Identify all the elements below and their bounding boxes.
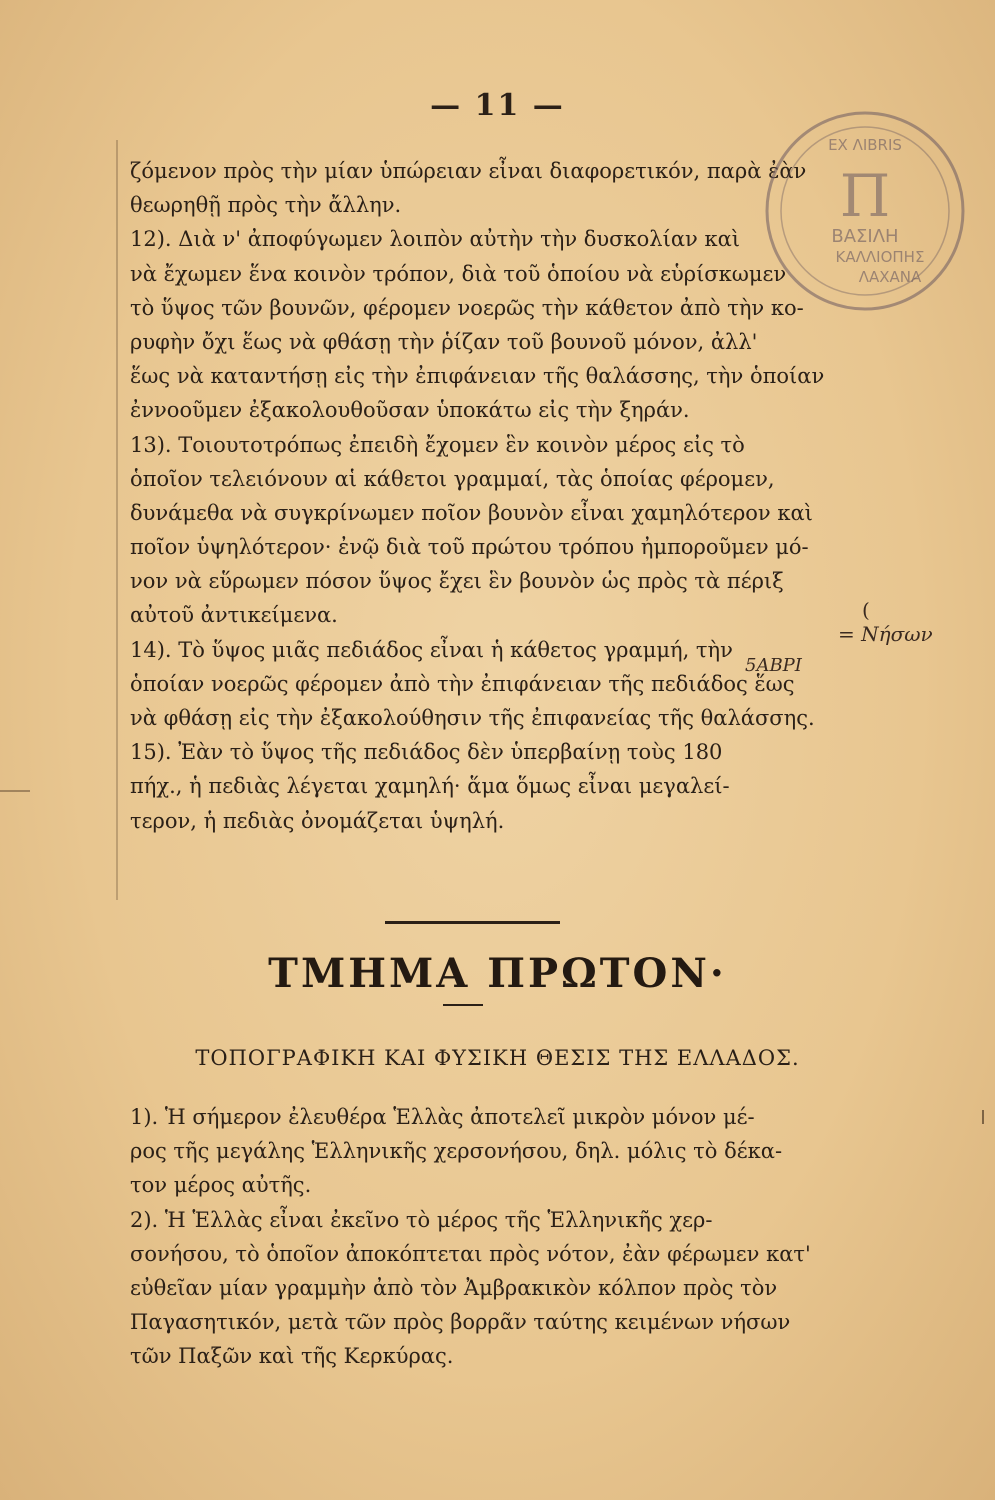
text-line: 1). Ἡ σήμερον ἐλευθέρα Ἑλλὰς ἀποτελεῖ μικρὸν μόνον μέ- (130, 1105, 755, 1129)
text-line: σονήσου, τὸ ὁποῖον ἀποκόπτεται πρὸς νότον, ἐὰν φέρωμεν κατ' (130, 1241, 811, 1266)
margin-bracket: ( (862, 598, 870, 622)
text-line: 12). Διὰ ν' ἀποφύγωμεν λοιπὸν αὐτὴν τὴν δυσκολίαν καὶ (130, 227, 740, 252)
text-line: ποῖον ὑψηλότερον· ἐνῷ διὰ τοῦ πρώτου τρόπου ἠμποροῦμεν μό- (130, 535, 809, 560)
text-line: τερον, ἡ πεδιὰς ὀνομάζεται ὑψηλή. (130, 808, 505, 833)
text-line: νον νὰ εὕρωμεν πόσον ὕψος ἔχει ἓν βουνὸν ὡς πρὸς τὰ πέριξ (130, 569, 784, 594)
handwritten-margin-note: = Νήσων (838, 622, 933, 646)
text-line: πήχ., ἡ πεδιὰς λέγεται χαμηλή· ἅμα ὅμως εἶναι μεγαλεί- (130, 774, 730, 799)
right-margin-mark (982, 1110, 984, 1124)
page-fold-shadow (116, 140, 118, 900)
left-margin-mark (0, 790, 30, 792)
text-line: 14). Τὸ ὕψος μιᾶς πεδιάδος εἶναι ἡ κάθετος γραμμή, τὴν (130, 637, 733, 662)
stamp-line1: ΒΑΣΙΛΗ (831, 226, 899, 247)
text-line: θεωρηθῇ πρὸς τὴν ἄλλην. (130, 193, 402, 218)
stamp-top-text: ΕΧ ΛΙΒRIS (828, 136, 902, 154)
text-line: ρυφὴν ὄχι ἕως νὰ φθάσῃ τὴν ῥίζαν τοῦ βουνοῦ μόνον, ἀλλ' (130, 329, 758, 354)
library-stamp (762, 108, 968, 314)
text-line: δυνάμεθα νὰ συγκρίνωμεν ποῖον βουνὸν εἶναι χαμηλότερον καὶ (130, 500, 813, 525)
text-line: ἕως νὰ καταντήσῃ εἰς τὴν ἐπιφάνειαν τῆς θαλάσσης, τὴν ὁποίαν (130, 364, 825, 389)
text-line: ἐννοοῦμεν ἐξακολουθοῦσαν ὑποκάτω εἰς τὴν ξηράν. (130, 398, 690, 423)
bottom-text-block (130, 1100, 830, 1374)
stamp-line2: ΚΑΛΛΙΟΠΗΣ (835, 248, 925, 266)
text-line: ρος τῆς μεγάλης Ἑλληνικῆς χερσονήσου, δηλ. μόλις τὸ δέκα- (130, 1139, 783, 1164)
text-line: ὁποῖον τελειόνουν αἱ κάθετοι γραμμαί, τὰς ὁποίας φέρομεν, (130, 466, 775, 491)
text-line: 13). Τοιουτοτρόπως ἐπειδὴ ἔχομεν ἓν κοινὸν μέρος εἰς τὸ (130, 432, 745, 457)
text-line: τον μέρος αὐτῆς. (130, 1173, 312, 1198)
top-text-block (130, 154, 830, 838)
handwritten-ink-mark: 5ΑΒΡΙ (745, 655, 802, 676)
text-line: 2). Ἡ Ἑλλὰς εἶναι ἐκεῖνο τὸ μέρος τῆς Ἑλληνικῆς χερ- (130, 1207, 713, 1232)
stamp-line3: ΛΑΧΑΝΑ (858, 268, 922, 286)
text-line: νὰ ἔχωμεν ἕνα κοινὸν τρόπον, διὰ τοῦ ὁποίου νὰ εὑρίσκωμεν (130, 261, 787, 286)
text-line: ζόμενον πρὸς τὴν μίαν ὑπώρειαν εἶναι διαφορετικόν, παρὰ ἐὰν (130, 159, 807, 183)
section-title: ΤΜΗΜΑ ΠΡΩΤΟΝ· (268, 950, 727, 997)
title-underline (443, 1004, 483, 1006)
text-line: τῶν Παξῶν καὶ τῆς Κερκύρας. (130, 1344, 454, 1369)
text-line: αὐτοῦ ἀντικείμενα. (130, 603, 338, 628)
section-subtitle: ΤΟΠΟΓΡΑΦΙΚΗ ΚΑΙ ΦΥΣΙΚΗ ΘΕΣΙΣ ΤΗΣ ΕΛΛΑΔΟΣ. (195, 1046, 800, 1070)
page-number: — 11 — (430, 88, 565, 123)
text-line: 15). Ἐὰν τὸ ὕψος τῆς πεδιάδος δὲν ὑπερβαίνῃ τοὺς 180 (130, 740, 723, 765)
text-line: νὰ φθάσῃ εἰς τὴν ἐξακολούθησιν τῆς ἐπιφανείας τῆς θαλάσσης. (130, 706, 815, 730)
section-divider (385, 921, 560, 924)
text-line: εὐθεῖαν μίαν γραμμὴν ἀπὸ τὸν Ἀμβρακικὸν κόλπον πρὸς τὸν (130, 1275, 778, 1300)
text-line: τὸ ὕψος τῶν βουνῶν, φέρομεν νοερῶς τὴν κάθετον ἀπὸ τὴν κο- (130, 295, 804, 320)
stamp-letter: Π (839, 162, 891, 230)
text-line: ὁποίαν νοερῶς φέρομεν ἀπὸ τὴν ἐπιφάνειαν τῆς πεδιάδος ἕως (130, 671, 795, 696)
text-line: Παγασητικόν, μετὰ τῶν πρὸς βορρᾶν ταύτης κειμένων νήσων (130, 1310, 791, 1335)
